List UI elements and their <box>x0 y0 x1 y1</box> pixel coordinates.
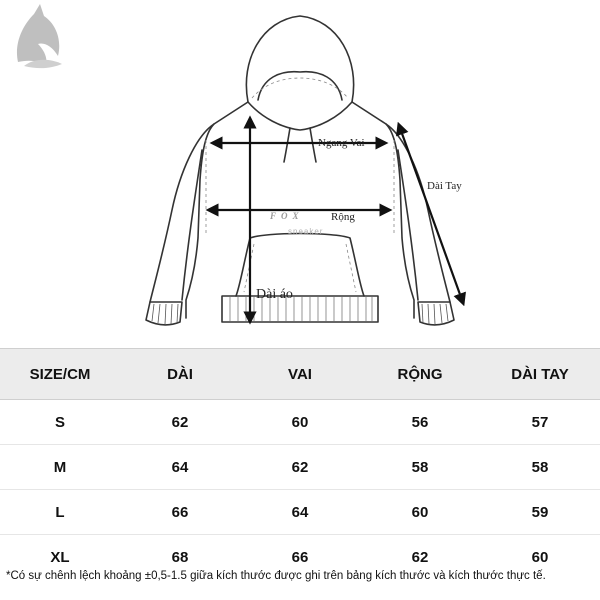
cell-chest: 60 <box>360 490 480 535</box>
table-row <box>0 490 600 535</box>
header-size: SIZE/CM <box>0 349 120 400</box>
size-table <box>0 348 600 579</box>
disclaimer-note: *Có sự chênh lệch khoảng ±0,5-1.5 giữa kích thước được ghi trên bảng kích thước và kích thước thực tế. <box>6 570 546 582</box>
cell-sleeve: 59 <box>480 490 600 535</box>
brand-subtitle: sneaker <box>288 227 324 236</box>
cell-size: L <box>0 490 120 535</box>
sleeve-label: Dài Tay <box>427 180 462 192</box>
header-shoulder: VAI <box>240 349 360 400</box>
cell-shoulder: 66 <box>291 548 309 566</box>
header-length: DÀI <box>120 349 240 400</box>
header-sleeve: DÀI TAY <box>480 349 600 400</box>
size-table-header-row <box>0 349 600 400</box>
shoulder-label: Ngang Vai <box>318 137 365 149</box>
cell-length: 66 <box>120 490 240 535</box>
cell-size: M <box>0 445 120 490</box>
cell-size: S <box>0 400 120 445</box>
cell-size: XL <box>50 548 70 566</box>
cell-shoulder: 62 <box>240 445 360 490</box>
cell-length: 68 <box>171 548 189 566</box>
cell-sleeve: 60 <box>531 548 549 566</box>
header-chest: RỘNG <box>360 349 480 400</box>
length-label: Dài áo <box>256 287 293 302</box>
cell-sleeve: 57 <box>480 400 600 445</box>
fox-logo-icon <box>0 0 76 90</box>
cell-sleeve: 58 <box>480 445 600 490</box>
table-row <box>0 400 600 445</box>
brand-name: FOX <box>270 211 304 221</box>
cell-chest: 62 <box>411 548 429 566</box>
cell-shoulder: 60 <box>240 400 360 445</box>
chest-label: Rộng <box>331 211 355 223</box>
sleeve-arrow <box>400 128 462 300</box>
table-row <box>0 445 600 490</box>
cell-shoulder: 64 <box>240 490 360 535</box>
cell-length: 62 <box>120 400 240 445</box>
cell-length: 64 <box>120 445 240 490</box>
cell-chest: 56 <box>360 400 480 445</box>
cell-chest: 58 <box>360 445 480 490</box>
